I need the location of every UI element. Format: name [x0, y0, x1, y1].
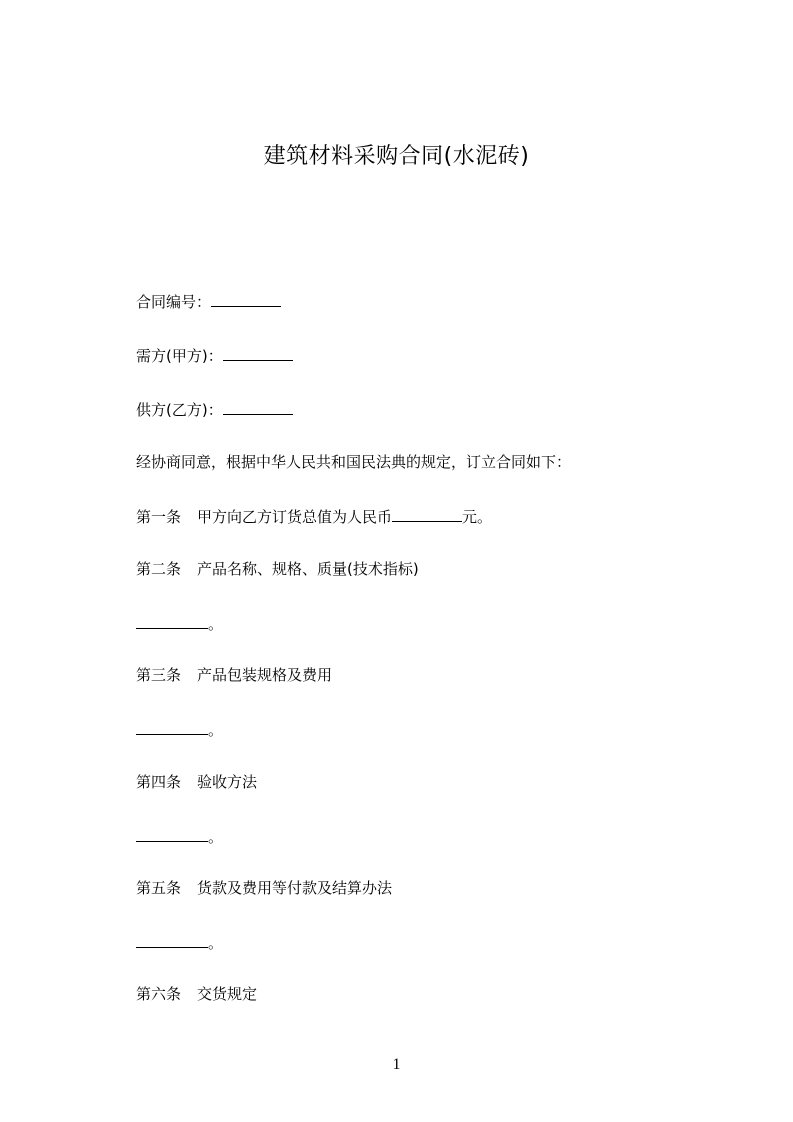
- article-5-number: 第五条: [136, 879, 182, 897]
- article-4-text: 验收方法: [197, 773, 258, 791]
- article-2: [136, 558, 419, 580]
- document-title: 建筑材料采购合同(水泥砖): [263, 144, 530, 169]
- article-3-number: 第三条: [136, 666, 182, 684]
- article-5-blank-suffix: 。: [208, 934, 224, 952]
- intro-paragraph: 经协商同意，根据中华人民共和国民法典的规定，订立合同如下：: [136, 453, 572, 471]
- article-3-blank: [136, 718, 208, 735]
- article-6-number: 第六条: [136, 985, 182, 1003]
- article-4-number: 第四条: [136, 773, 182, 791]
- article-4-blank-line: [136, 825, 223, 848]
- seller-label: 供方(乙方)：: [136, 401, 223, 419]
- article-2-blank: [136, 612, 208, 629]
- article-6: [136, 983, 257, 1005]
- article-3: [136, 664, 332, 686]
- seller-blank: [223, 398, 293, 415]
- contract-number-blank: [211, 290, 281, 307]
- article-2-blank-suffix: 。: [208, 615, 224, 633]
- article-3-text: 产品包装规格及费用: [197, 666, 333, 684]
- article-3-blank-line: [136, 718, 223, 741]
- article-5: [136, 877, 392, 899]
- article-2-text: 产品名称、规格、质量(技术指标): [197, 560, 419, 578]
- article-1: [136, 505, 492, 528]
- article-1-text-after: 元。: [462, 508, 493, 526]
- article-5-text: 货款及费用等付款及结算办法: [197, 879, 393, 897]
- article-2-blank-line: [136, 612, 223, 635]
- buyer-blank: [223, 344, 293, 361]
- article-4-blank-suffix: 。: [208, 828, 224, 846]
- article-4: [136, 771, 257, 793]
- buyer-line: [136, 344, 293, 367]
- article-5-blank-line: [136, 931, 223, 954]
- article-4-blank: [136, 825, 208, 842]
- article-1-number: 第一条: [136, 508, 182, 526]
- contract-number-line: [136, 290, 281, 313]
- page-number: 1: [392, 1056, 401, 1073]
- article-1-amount-blank: [392, 505, 462, 522]
- contract-number-label: 合同编号：: [136, 293, 212, 311]
- article-2-number: 第二条: [136, 560, 182, 578]
- seller-line: [136, 398, 293, 421]
- buyer-label: 需方(甲方)：: [136, 347, 223, 365]
- article-6-text: 交货规定: [197, 985, 258, 1003]
- article-5-blank: [136, 931, 208, 948]
- article-1-text-before: 甲方向乙方订货总值为人民币: [197, 508, 393, 526]
- article-3-blank-suffix: 。: [208, 721, 224, 739]
